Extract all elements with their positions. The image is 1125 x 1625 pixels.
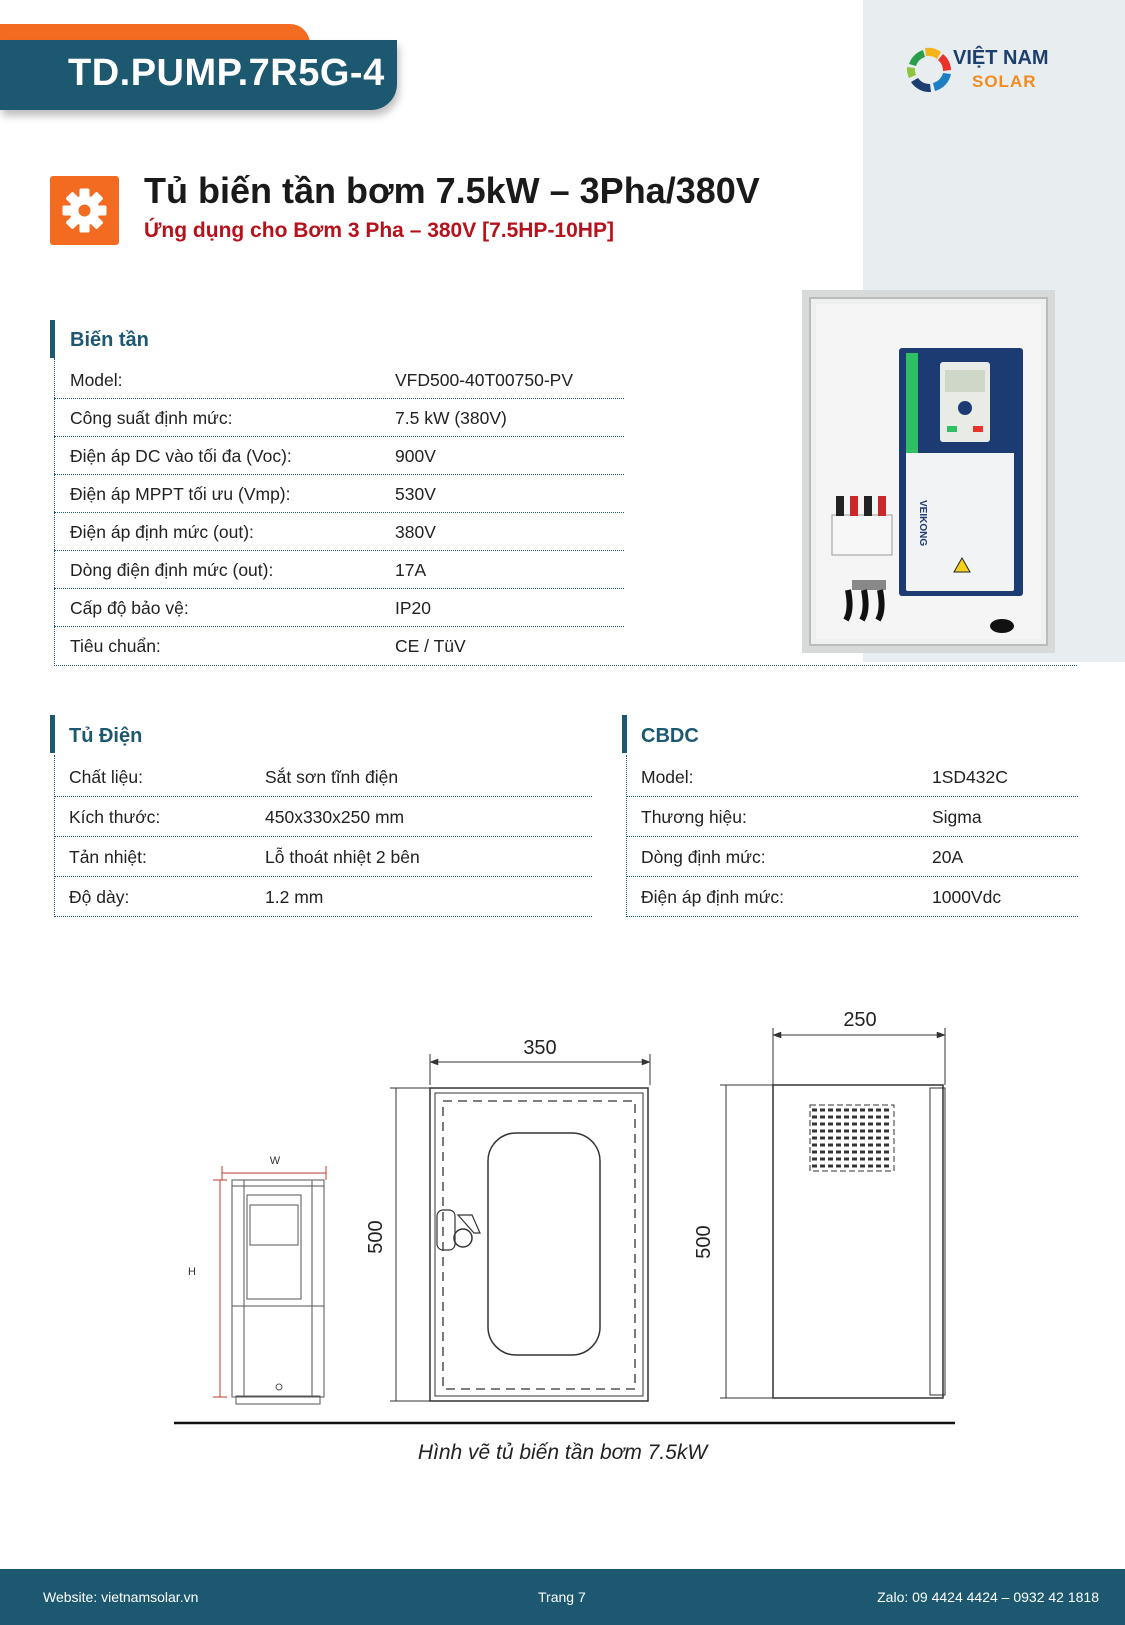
table-row: Điện áp DC vào tối đa (Voc): 900V xyxy=(54,436,624,475)
brand-name-line1: VIỆT NAM xyxy=(953,47,1049,69)
gear-icon xyxy=(50,176,119,245)
section-marker xyxy=(50,320,55,358)
table-row: Tản nhiệt: Lỗ thoát nhiệt 2 bên xyxy=(54,837,592,877)
side-height-label: 500 xyxy=(693,1225,715,1259)
product-code: TD.PUMP.7R5G-4 xyxy=(68,52,385,94)
table-divider xyxy=(54,665,1077,666)
table-row: Dòng điện định mức (out): 17A xyxy=(54,550,624,589)
cabinet-front-view xyxy=(390,1054,650,1401)
table-row: Chất liệu: Sắt sơn tĩnh điện xyxy=(54,757,592,797)
page-footer xyxy=(0,1569,1125,1625)
table-row: Điện áp định mức (out): 380V xyxy=(54,512,624,551)
table-row: Dòng định mức: 20A xyxy=(626,837,1078,877)
side-depth-label: 250 xyxy=(843,1010,877,1031)
drawing-caption: Hình vẽ tủ biến tần bơm 7.5kW xyxy=(417,1441,708,1464)
front-width-label: 350 xyxy=(523,1037,557,1059)
cabinet-technical-drawing xyxy=(170,1010,960,1425)
footer-website[interactable]: Website: vietnamsolar.vn xyxy=(43,1589,199,1605)
cbdc-heading: CBDC xyxy=(641,725,699,747)
table-row: Model: 1SD432C xyxy=(626,757,1078,797)
page-subtitle: Ứng dụng cho Bơm 3 Pha – 380V [7.5HP-10HP] xyxy=(144,219,614,242)
footer-contact: Zalo: 09 4424 4424 – 0932 42 1818 xyxy=(877,1589,1099,1605)
table-row: Model: VFD500-40T00750-PV xyxy=(54,360,624,399)
product-photo xyxy=(802,290,1055,653)
section-marker xyxy=(50,715,55,753)
section-marker xyxy=(622,715,627,753)
table-row: Điện áp MPPT tối ưu (Vmp): 530V xyxy=(54,474,624,513)
cabinet-heading: Tủ Điện xyxy=(69,725,143,747)
svg-text:VEIKONG: VEIKONG xyxy=(917,500,928,547)
brand-name-line2: SOLAR xyxy=(972,72,1037,91)
inverter-height-label: H xyxy=(188,1266,196,1278)
footer-page-number: Trang 7 xyxy=(538,1589,586,1605)
inverter-heading: Biến tần xyxy=(70,329,149,351)
table-row: Cấp độ bảo vệ: IP20 xyxy=(54,588,624,627)
inverter-outline-drawing xyxy=(213,1166,326,1404)
table-row: Độ dày: 1.2 mm xyxy=(54,877,592,917)
page-title: Tủ biến tần bơm 7.5kW – 3Pha/380V xyxy=(144,170,760,211)
table-row: Kích thước: 450x330x250 mm xyxy=(54,797,592,837)
table-row: Thương hiệu: Sigma xyxy=(626,797,1078,837)
cabinet-side-view xyxy=(720,1028,945,1398)
front-height-label: 500 xyxy=(365,1220,387,1254)
table-row: Tiêu chuẩn: CE / TüV xyxy=(70,636,466,656)
inverter-width-label: W xyxy=(269,1155,281,1167)
table-row: Công suất định mức: 7.5 kW (380V) xyxy=(54,398,624,437)
table-row: Điện áp định mức: 1000Vdc xyxy=(626,877,1078,917)
